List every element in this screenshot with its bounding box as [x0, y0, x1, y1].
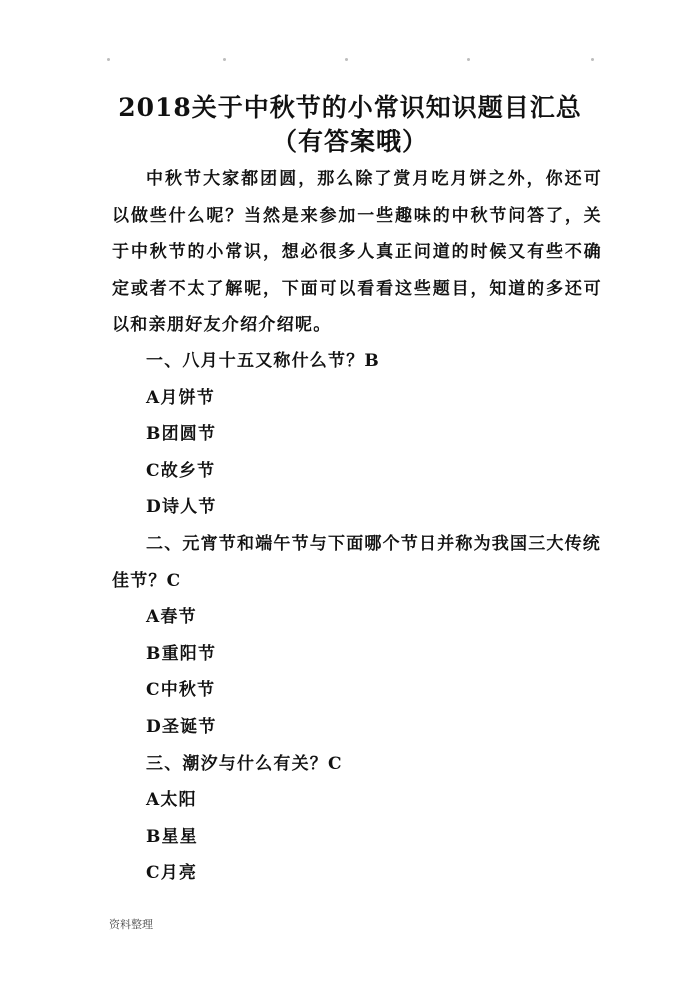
option-1c: C故乡节 [146, 460, 216, 481]
document-title: 2018关于中秋节的小常识知识题目汇总 [118, 93, 582, 122]
option-2d: D圣诞节 [146, 716, 217, 737]
option-1d: D诗人节 [146, 497, 217, 518]
option-2b: B重阳节 [146, 643, 217, 664]
option-3a: A太阳 [146, 790, 197, 811]
option-1b: B团圆节 [146, 424, 217, 445]
option-2c: C中秋节 [146, 680, 216, 701]
question-list [112, 343, 602, 892]
document-subtitle: （有答案哦） [271, 127, 428, 156]
option-1a: A月饼节 [146, 387, 215, 408]
header-rule [95, 58, 605, 64]
option-3c: C月亮 [146, 863, 198, 884]
question-1: 一、八月十五又称什么节？B [146, 351, 380, 371]
question-3: 三、潮汐与什么有关？C [146, 753, 343, 774]
option-2a: A春节 [146, 607, 197, 628]
intro-paragraph: 中秋节大家都团圆，那么除了赏月吃月饼之外，你还可以做些什么呢？当然是来参加一些趣味的中秋节问答了，关于中秋节的小常识，想必很多人真正问道的时候又有些不确定或者不太了解呢，下面可以看看这些题目，知道的多还可以和亲朋好友介绍介绍呢。 [112, 169, 602, 335]
question-2: 二、元宵节和端午节与下面哪个节日并称为我国三大传统佳节？C [112, 533, 601, 591]
page-footer: 资料整理 [109, 918, 153, 931]
option-3b: B星星 [146, 826, 198, 847]
